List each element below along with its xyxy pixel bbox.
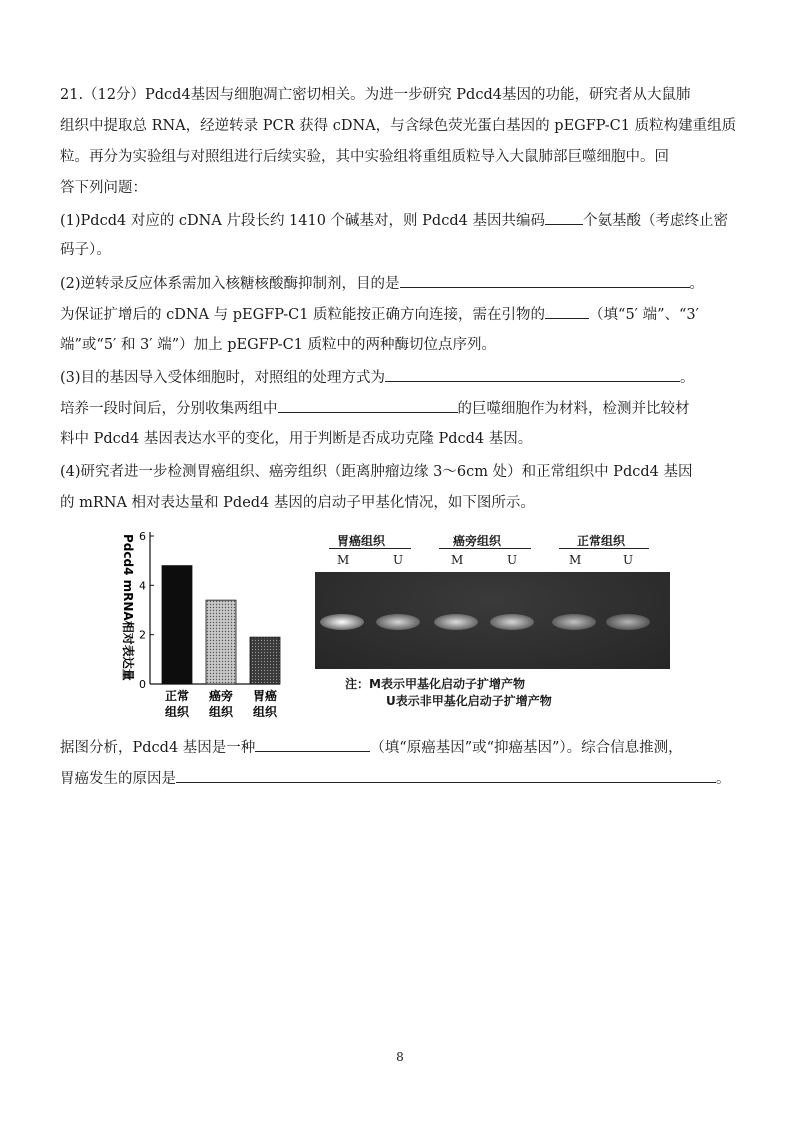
y-tick-label: 2 bbox=[139, 628, 146, 642]
x-category-label: 组织 bbox=[252, 705, 278, 719]
part2-line-2 bbox=[60, 304, 699, 325]
question-line-4: 答下列问题： bbox=[60, 180, 147, 196]
lane-label-m: M bbox=[569, 553, 582, 567]
bar-1 bbox=[162, 566, 192, 684]
page-number: 8 bbox=[396, 1050, 404, 1064]
answer-blank-primer-end[interactable] bbox=[545, 304, 589, 319]
y-tick-label: 0 bbox=[139, 678, 146, 691]
part3-line-2 bbox=[60, 398, 690, 419]
answer-blank-gene-type[interactable] bbox=[255, 737, 370, 752]
analysis-line-2 bbox=[60, 768, 731, 789]
gel-image bbox=[315, 572, 670, 669]
part2-line-1 bbox=[60, 273, 704, 294]
y-tick-label: 4 bbox=[139, 579, 146, 593]
bar-3 bbox=[250, 637, 280, 684]
gel-band bbox=[376, 614, 420, 630]
lane-label-u: U bbox=[393, 553, 404, 567]
analysis-text-a: 据图分析，Pdcd4 基因是一种 bbox=[60, 740, 256, 756]
bar-chart bbox=[110, 522, 290, 722]
y-axis-label: Pdcd4 mRNA相对表达量 bbox=[121, 534, 135, 681]
lane-label-u: U bbox=[507, 553, 518, 567]
part2-text-a: (2)逆转录反应体系需加入核糖核酸酶抑制剂，目的是 bbox=[60, 276, 400, 292]
x-category-label: 癌旁 bbox=[208, 689, 234, 703]
x-category-label: 胃癌 bbox=[252, 689, 278, 703]
lane-label-m: M bbox=[337, 553, 350, 567]
analysis-text-b-end: 。 bbox=[716, 771, 731, 787]
part3-line-3: 料中 Pdcd4 基因表达水平的变化，用于判断是否成功克隆 Pdcd4 基因。 bbox=[60, 431, 533, 447]
question-line-2: 组织中提取总 RNA，经逆转录 PCR 获得 cDNA，与含绿色荧光蛋白基因的 pEGFP-C1 质粒构建重组质 bbox=[60, 118, 737, 134]
part2-text-b: 为保证扩增后的 cDNA 与 pEGFP-C1 质粒能按正确方向连接，需在引物的 bbox=[60, 307, 546, 323]
question-line-3: 粒。再分为实验组与对照组进行后续实验，其中实验组将重组质粒导入大鼠肺部巨噬细胞中。回 bbox=[60, 149, 669, 165]
gel-band bbox=[552, 614, 596, 630]
part2-text-b-end: （填“5′ 端”、“3′ bbox=[589, 307, 699, 323]
x-category-label: 正常 bbox=[164, 689, 190, 703]
gel-header-rule bbox=[329, 548, 411, 549]
gel-header-normal: 正常组织 bbox=[577, 534, 626, 548]
x-category-label: 组织 bbox=[164, 705, 190, 719]
part3-text-a: (3)目的基因导入受体细胞时，对照组的处理方式为 bbox=[60, 370, 386, 386]
part1-text-b: 个氨基酸（考虑终止密 bbox=[582, 213, 728, 229]
answer-blank-cancer-cause[interactable] bbox=[176, 768, 716, 783]
part1-line-1 bbox=[60, 210, 728, 231]
part4-line-1: (4)研究者进一步检测胃癌组织、癌旁组织（距离肿瘤边缘 3～6cm 处）和正常组织中 Pdcd4 基因 bbox=[60, 464, 693, 480]
lane-label-u: U bbox=[623, 553, 634, 567]
bar-2 bbox=[206, 600, 236, 684]
part2-line-3: 端”或“5′ 和 3′ 端”）加上 pEGFP-C1 质粒中的两种酶切位点序列。 bbox=[60, 337, 497, 353]
gel-header-rule bbox=[559, 548, 649, 549]
gel-electrophoresis bbox=[315, 532, 680, 712]
analysis-text-a-end: （填“原癌基因”或“抑癌基因”）。综合信息推测， bbox=[370, 740, 683, 756]
gel-band bbox=[434, 614, 478, 630]
analysis-line-1 bbox=[60, 737, 683, 758]
y-tick-label: 6 bbox=[139, 530, 146, 543]
part1-text-a: (1)Pdcd4 对应的 cDNA 片段长约 1410 个碱基对，则 Pdcd4 基因共编码 bbox=[60, 213, 545, 229]
gel-note-u: U表示非甲基化启动子扩增产物 bbox=[386, 694, 552, 708]
gel-note-m: 注：M表示甲基化启动子扩增产物 bbox=[345, 677, 525, 691]
answer-blank-amino-acids[interactable] bbox=[545, 210, 583, 225]
gel-band bbox=[320, 614, 364, 630]
part3-text-b-end: 的巨噬细胞作为材料，检测并比较材 bbox=[457, 401, 690, 417]
figure bbox=[110, 522, 710, 722]
answer-blank-control-treatment[interactable] bbox=[385, 367, 680, 382]
gel-band bbox=[606, 614, 650, 630]
gel-band bbox=[490, 614, 534, 630]
part3-text-b: 培养一段时间后，分别收集两组中 bbox=[60, 401, 278, 417]
gel-header-para-cancer: 癌旁组织 bbox=[453, 534, 502, 548]
lane-label-m: M bbox=[451, 553, 464, 567]
analysis-text-b: 胃癌发生的原因是 bbox=[60, 771, 176, 787]
part4-line-2: 的 mRNA 相对表达量和 Pded4 基因的启动子甲基化情况，如下图所示。 bbox=[60, 495, 535, 511]
question-line-1: 21.（12分）Pdcd4基因与细胞凋亡密切相关。为进一步研究 Pdcd4基因的功能，研究者从大鼠肺 bbox=[60, 87, 691, 103]
answer-blank-inhibitor-purpose[interactable] bbox=[400, 273, 690, 288]
part3-text-a-end: 。 bbox=[680, 370, 695, 386]
part1-line-2: 码子）。 bbox=[60, 242, 111, 258]
answer-blank-collected-cells[interactable] bbox=[278, 398, 458, 413]
part2-text-a-end: 。 bbox=[689, 276, 705, 292]
gel-header-rule bbox=[439, 548, 531, 549]
part3-line-1 bbox=[60, 367, 695, 388]
x-category-label: 组织 bbox=[208, 705, 234, 719]
gel-header-gastric-cancer: 胃癌组织 bbox=[337, 534, 386, 548]
